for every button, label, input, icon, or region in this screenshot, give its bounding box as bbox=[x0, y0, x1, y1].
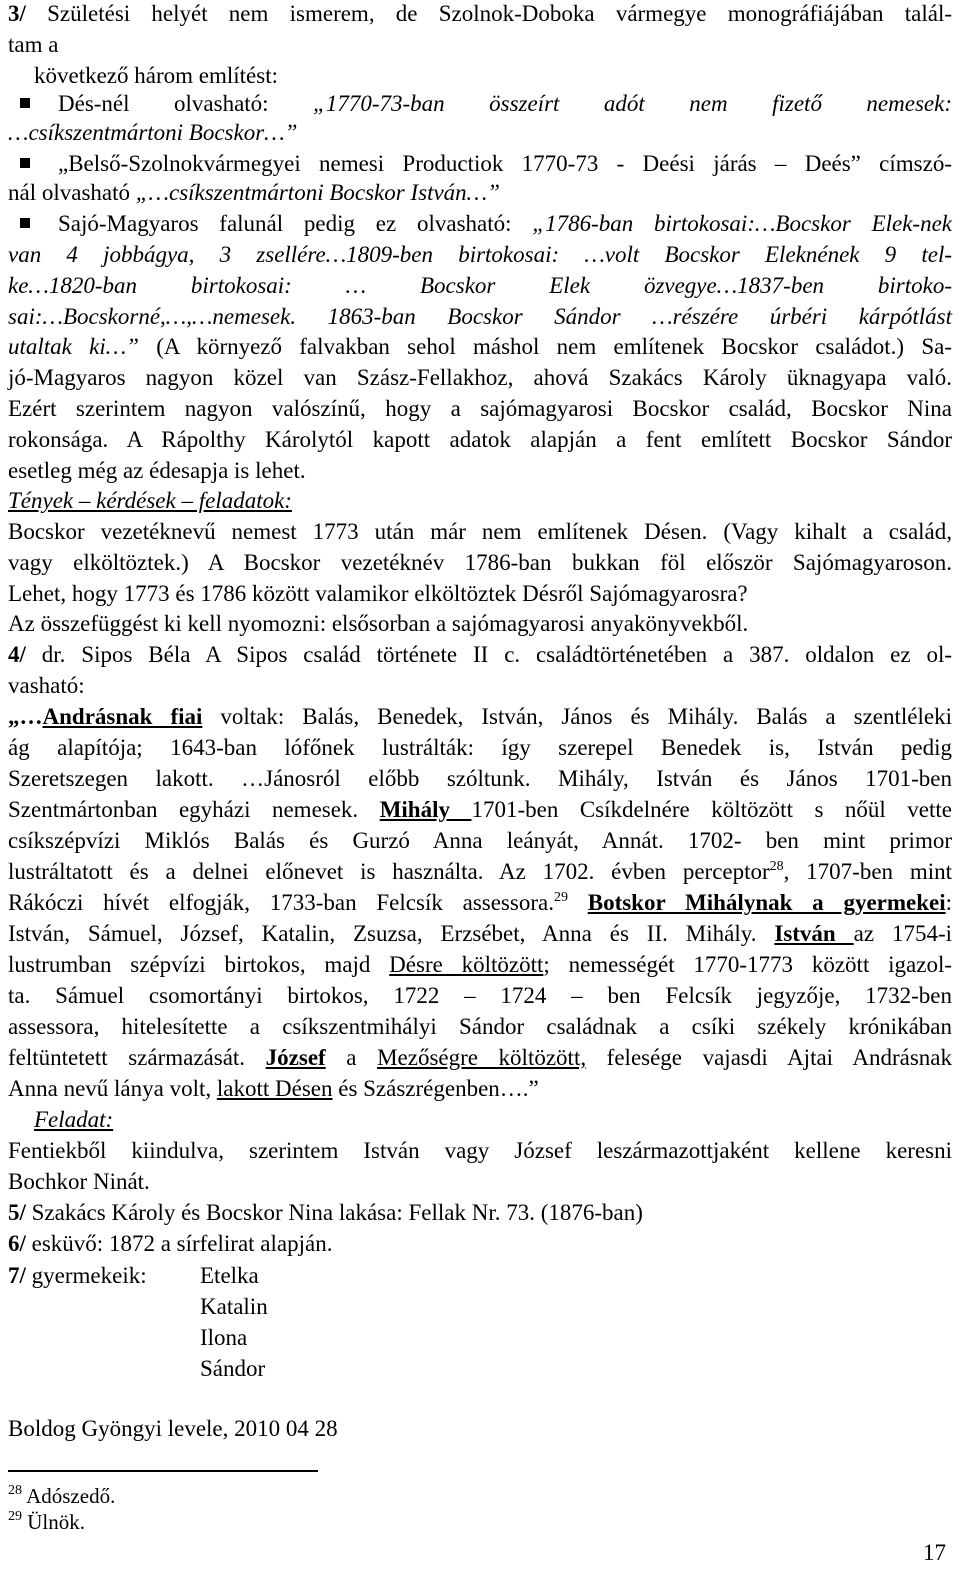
child-name: Ilona bbox=[200, 1325, 248, 1350]
item6-text: esküvő: 1872 a sírfelirat alapján. bbox=[25, 1231, 333, 1256]
bullet2-b1: nál olvasható bbox=[8, 180, 136, 205]
item3-intro-a: Születési helyét nem ismerem, de Szolnok-Doboka vármegye monográfiájában talál- bbox=[47, 1, 953, 26]
bullet-icon bbox=[20, 218, 30, 228]
item4-c1: „… bbox=[8, 704, 43, 729]
item4-line-j bbox=[8, 920, 952, 947]
feladat-heading bbox=[34, 1106, 960, 1133]
bullet1-a1: Dés-nél olvasható: bbox=[58, 91, 314, 116]
footnote-divider bbox=[8, 1470, 318, 1472]
tenyek-line-c bbox=[8, 580, 952, 607]
bullet2-line1 bbox=[58, 150, 952, 177]
tenyek-d: Az összefüggést ki kell nyomozni: elsősorban a sajómagyarosi anyakönyvekből. bbox=[8, 611, 749, 636]
bullet3-line2 bbox=[8, 241, 952, 268]
item4-b: vasható: bbox=[8, 673, 85, 698]
bullet3-d: sai:…Bocskorné,…,…nemesek. 1863-ban Bocskor Sándor …részére úrbéri kárpótlást bbox=[8, 304, 952, 329]
item4-c3: voltak: Balás, Benedek, István, János és Mihály. Balás a szentléleki bbox=[202, 704, 952, 729]
tenyek-c: Lehet, hogy 1773 és 1786 között valamikor elköltöztek Désről Sajómagyarosra? bbox=[8, 581, 748, 606]
feladat-heading-text: Feladat: bbox=[34, 1107, 114, 1132]
para-line-h bbox=[8, 426, 952, 453]
item5-number: 5/ bbox=[8, 1200, 26, 1225]
child-name: Sándor bbox=[200, 1356, 266, 1381]
item7-label: gyermekeik: bbox=[25, 1263, 147, 1288]
item4-line-g bbox=[8, 827, 952, 854]
item4-line-k bbox=[8, 951, 952, 978]
item4-a: dr. Sipos Béla A Sipos család története II c. családtörténetében a 387. oldalon ez ol- bbox=[25, 642, 952, 667]
footnote-number: 28 bbox=[8, 1483, 22, 1498]
item4-i2 bbox=[568, 890, 588, 915]
item4-line-a bbox=[8, 641, 952, 668]
item4-line-i bbox=[8, 889, 952, 916]
bullet3-b: van 4 jobbágya, 3 zsellére…1809-ben birtokosai: …volt Bocskor Eleknének 9 tel- bbox=[8, 242, 952, 267]
item3-number: 3/ bbox=[8, 1, 26, 26]
item4-g: csíkszépvízi Miklós Balás és Gurzó Anna leányát, Annát. 1702- ben mint primor bbox=[8, 828, 952, 853]
bullet1-b: …csíkszentmártoni Bocskor…” bbox=[8, 120, 298, 145]
bullet2-a: „Belső-Szolnokvármegyei nemesi Productiok 1770-73 - Deési járás – Deés” címszó- bbox=[58, 151, 952, 176]
item4-e: Szeretszegen lakott. …Jánosról előbb szóltunk. Mihály, István és János 1701-ben bbox=[8, 766, 952, 791]
item4-line-b bbox=[8, 672, 952, 699]
bullet2-b2: „…csíkszentmártoni Bocskor István…” bbox=[135, 180, 500, 205]
item6-number: 6/ bbox=[8, 1231, 26, 1256]
item3-intro-line3 bbox=[34, 62, 960, 89]
footnote-text: Ülnök. bbox=[22, 1510, 85, 1534]
item4-n1: feltüntetett származását. bbox=[8, 1045, 266, 1070]
child-name: Katalin bbox=[200, 1294, 268, 1319]
child-name: Etelka bbox=[200, 1263, 259, 1288]
tenyek-a: Bocskor vezetéknevű nemest 1773 után már nem említenek Désen. (Vagy kihalt a család, bbox=[8, 519, 952, 544]
child-ilona bbox=[200, 1324, 500, 1351]
item4-j1: István, Sámuel, József, Katalin, Zsuzsa, Erzsébet, Anna és II. Mihály. bbox=[8, 921, 775, 946]
feladat-line-b bbox=[8, 1168, 952, 1195]
item4-o2: lakott Désen bbox=[216, 1076, 333, 1101]
item4-k3: ; nemességét 1770-1773 között igazol- bbox=[543, 952, 952, 977]
tenyek-line-b bbox=[8, 549, 952, 576]
para-f: jó-Magyaros nagyon közel van Szász-Fellakhoz, ahová Szakács Károly üknagyapa való. bbox=[8, 365, 952, 390]
item4-i3: Botskor Mihálynak a gyermekei bbox=[587, 890, 946, 915]
bullet3-e2: (A környező falvakban sehol máshol nem említenek Bocskor családot.) Sa- bbox=[156, 334, 952, 359]
bullet-icon bbox=[20, 98, 30, 108]
item4-i4: : bbox=[945, 890, 953, 915]
item4-n3: a bbox=[325, 1045, 378, 1070]
footnote-text: Adószedő. bbox=[22, 1484, 116, 1508]
feladat-b: Bochkor Ninát. bbox=[8, 1169, 150, 1194]
bullet2-line2 bbox=[8, 179, 952, 206]
para-i: esetleg még az édesapja is lehet. bbox=[8, 458, 306, 483]
bullet3-a1: Sajó-Magyaros falunál pedig ez olvasható: bbox=[58, 211, 533, 236]
item3-intro-line1 bbox=[8, 0, 952, 27]
tenyek-heading-text: Tények – kérdések – feladatok: bbox=[8, 488, 292, 513]
para-line-f bbox=[8, 364, 952, 391]
item4-number: 4/ bbox=[8, 642, 26, 667]
tenyek-line-d bbox=[8, 610, 952, 637]
item3-intro-b: tam a bbox=[8, 32, 59, 57]
bullet1-line1 bbox=[58, 90, 952, 117]
tenyek-line-a bbox=[8, 518, 952, 545]
bullet3-e1: utaltak ki…” bbox=[8, 334, 157, 359]
item4-o1: Anna nevű lánya volt, bbox=[8, 1076, 217, 1101]
item4-f1: Szentmártonban egyházi nemesek. bbox=[8, 797, 380, 822]
bullet1-a2: „1770-73-ban összeírt adót nem fizető nemesek: bbox=[313, 91, 952, 116]
bullet3-line1 bbox=[58, 210, 952, 237]
bullet-icon bbox=[20, 158, 30, 168]
feladat-line-a bbox=[8, 1137, 952, 1164]
bullet3-line4 bbox=[8, 303, 952, 330]
tenyek-heading bbox=[8, 487, 952, 514]
item4-line-d bbox=[8, 734, 952, 761]
feladat-a: Fentiekből kiindulva, szerintem István vagy József leszármazottjaként kellene keresni bbox=[8, 1138, 952, 1163]
footnote-number: 29 bbox=[8, 1509, 22, 1524]
signature-line bbox=[8, 1415, 952, 1442]
bullet1-line2 bbox=[8, 119, 952, 146]
item4-line-c bbox=[8, 703, 952, 730]
child-etelka bbox=[200, 1262, 500, 1289]
bullet3-a2: „1786-ban birtokosai:…Bocskor Elek-nek bbox=[532, 211, 952, 236]
item4-o3: és Szászrégenben….” bbox=[332, 1076, 539, 1101]
item4-line-f bbox=[8, 796, 952, 823]
para-h: rokonsága. A Rápolthy Károlytól kapott adatok alapján a fent említett Bocskor Sándor bbox=[8, 427, 952, 452]
footnote-28 bbox=[8, 1484, 115, 1508]
item4-n4: Mezőségre költözött, bbox=[377, 1045, 587, 1070]
bullet3-line3 bbox=[8, 272, 952, 299]
item4-k2: Désre költözött bbox=[389, 952, 544, 977]
item4-l: ta. Sámuel csomortányi birtokos, 1722 – 1724 – ben Felcsík jegyzője, 1732-ben bbox=[8, 983, 952, 1008]
para-line-g bbox=[8, 395, 952, 422]
item4-h-end: , 1707-ben mint bbox=[783, 859, 952, 884]
footnote-ref-28: 28 bbox=[769, 859, 784, 874]
item4-f3: 1701-ben Csíkdelnére költözött s nőül vette bbox=[471, 797, 952, 822]
item4-line-l bbox=[8, 982, 952, 1009]
item4-h: lustráltatott és a delnei előnevet is használta. Az 1702. évben perceptor bbox=[8, 859, 770, 884]
item4-n2: József bbox=[265, 1045, 326, 1070]
child-sandor bbox=[200, 1355, 500, 1382]
item4-line-e bbox=[8, 765, 952, 792]
item6-line bbox=[8, 1230, 952, 1257]
item4-line-o bbox=[8, 1075, 952, 1102]
bullet3-line5 bbox=[8, 333, 952, 360]
tenyek-b: vagy elköltöztek.) A Bocskor vezetéknév 1786-ban bukkan föl először Sajómagyaroson. bbox=[8, 550, 952, 575]
item3-intro-line2 bbox=[8, 31, 952, 58]
signature: Boldog Gyöngyi levele, 2010 04 28 bbox=[8, 1416, 338, 1441]
item4-line-m bbox=[8, 1013, 952, 1040]
item4-j2: István bbox=[774, 921, 854, 946]
footnote-29 bbox=[8, 1510, 85, 1534]
item4-i1: Rákóczi hívét elfogják, 1733-ban Felcsík assessora. bbox=[8, 890, 554, 915]
para-line-i bbox=[8, 457, 952, 484]
item4-n5: felesége vajasdi Ajtai Andrásnak bbox=[586, 1045, 953, 1070]
child-katalin bbox=[200, 1293, 500, 1320]
item4-j3: az 1754-i bbox=[853, 921, 953, 946]
item4-line-h bbox=[8, 858, 952, 885]
item4-k1: lustrumban szépvízi birtokos, majd bbox=[8, 952, 390, 977]
para-g: Ezért szerintem nagyon valószínű, hogy a sajómagyarosi Bocskor család, Bocskor Nina bbox=[8, 396, 952, 421]
item4-m: assessora, hitelesítette a csíkszentmihályi Sándor családnak a csíki székely krónikában bbox=[8, 1014, 952, 1039]
bullet3-c: ke…1820-ban birtokosai: … Bocskor Elek özvegye…1837-ben birtoko- bbox=[8, 273, 952, 298]
item7-number: 7/ bbox=[8, 1263, 26, 1288]
item3-intro-c: következő három említést: bbox=[34, 63, 278, 88]
page-number: 17 bbox=[923, 1540, 946, 1565]
item5-line bbox=[8, 1199, 952, 1226]
item4-d: ág alapítója; 1643-ban lófőnek lustrálták: így szerepel Benedek is, István pedig bbox=[8, 735, 952, 760]
item4-f2: Mihály bbox=[379, 797, 472, 822]
footnote-ref-29: 29 bbox=[553, 890, 568, 905]
item4-c2: Andrásnak fiai bbox=[42, 704, 203, 729]
item4-line-n bbox=[8, 1044, 952, 1071]
item5-text: Szakács Károly és Bocskor Nina lakása: Fellak Nr. 73. (1876-ban) bbox=[25, 1200, 643, 1225]
